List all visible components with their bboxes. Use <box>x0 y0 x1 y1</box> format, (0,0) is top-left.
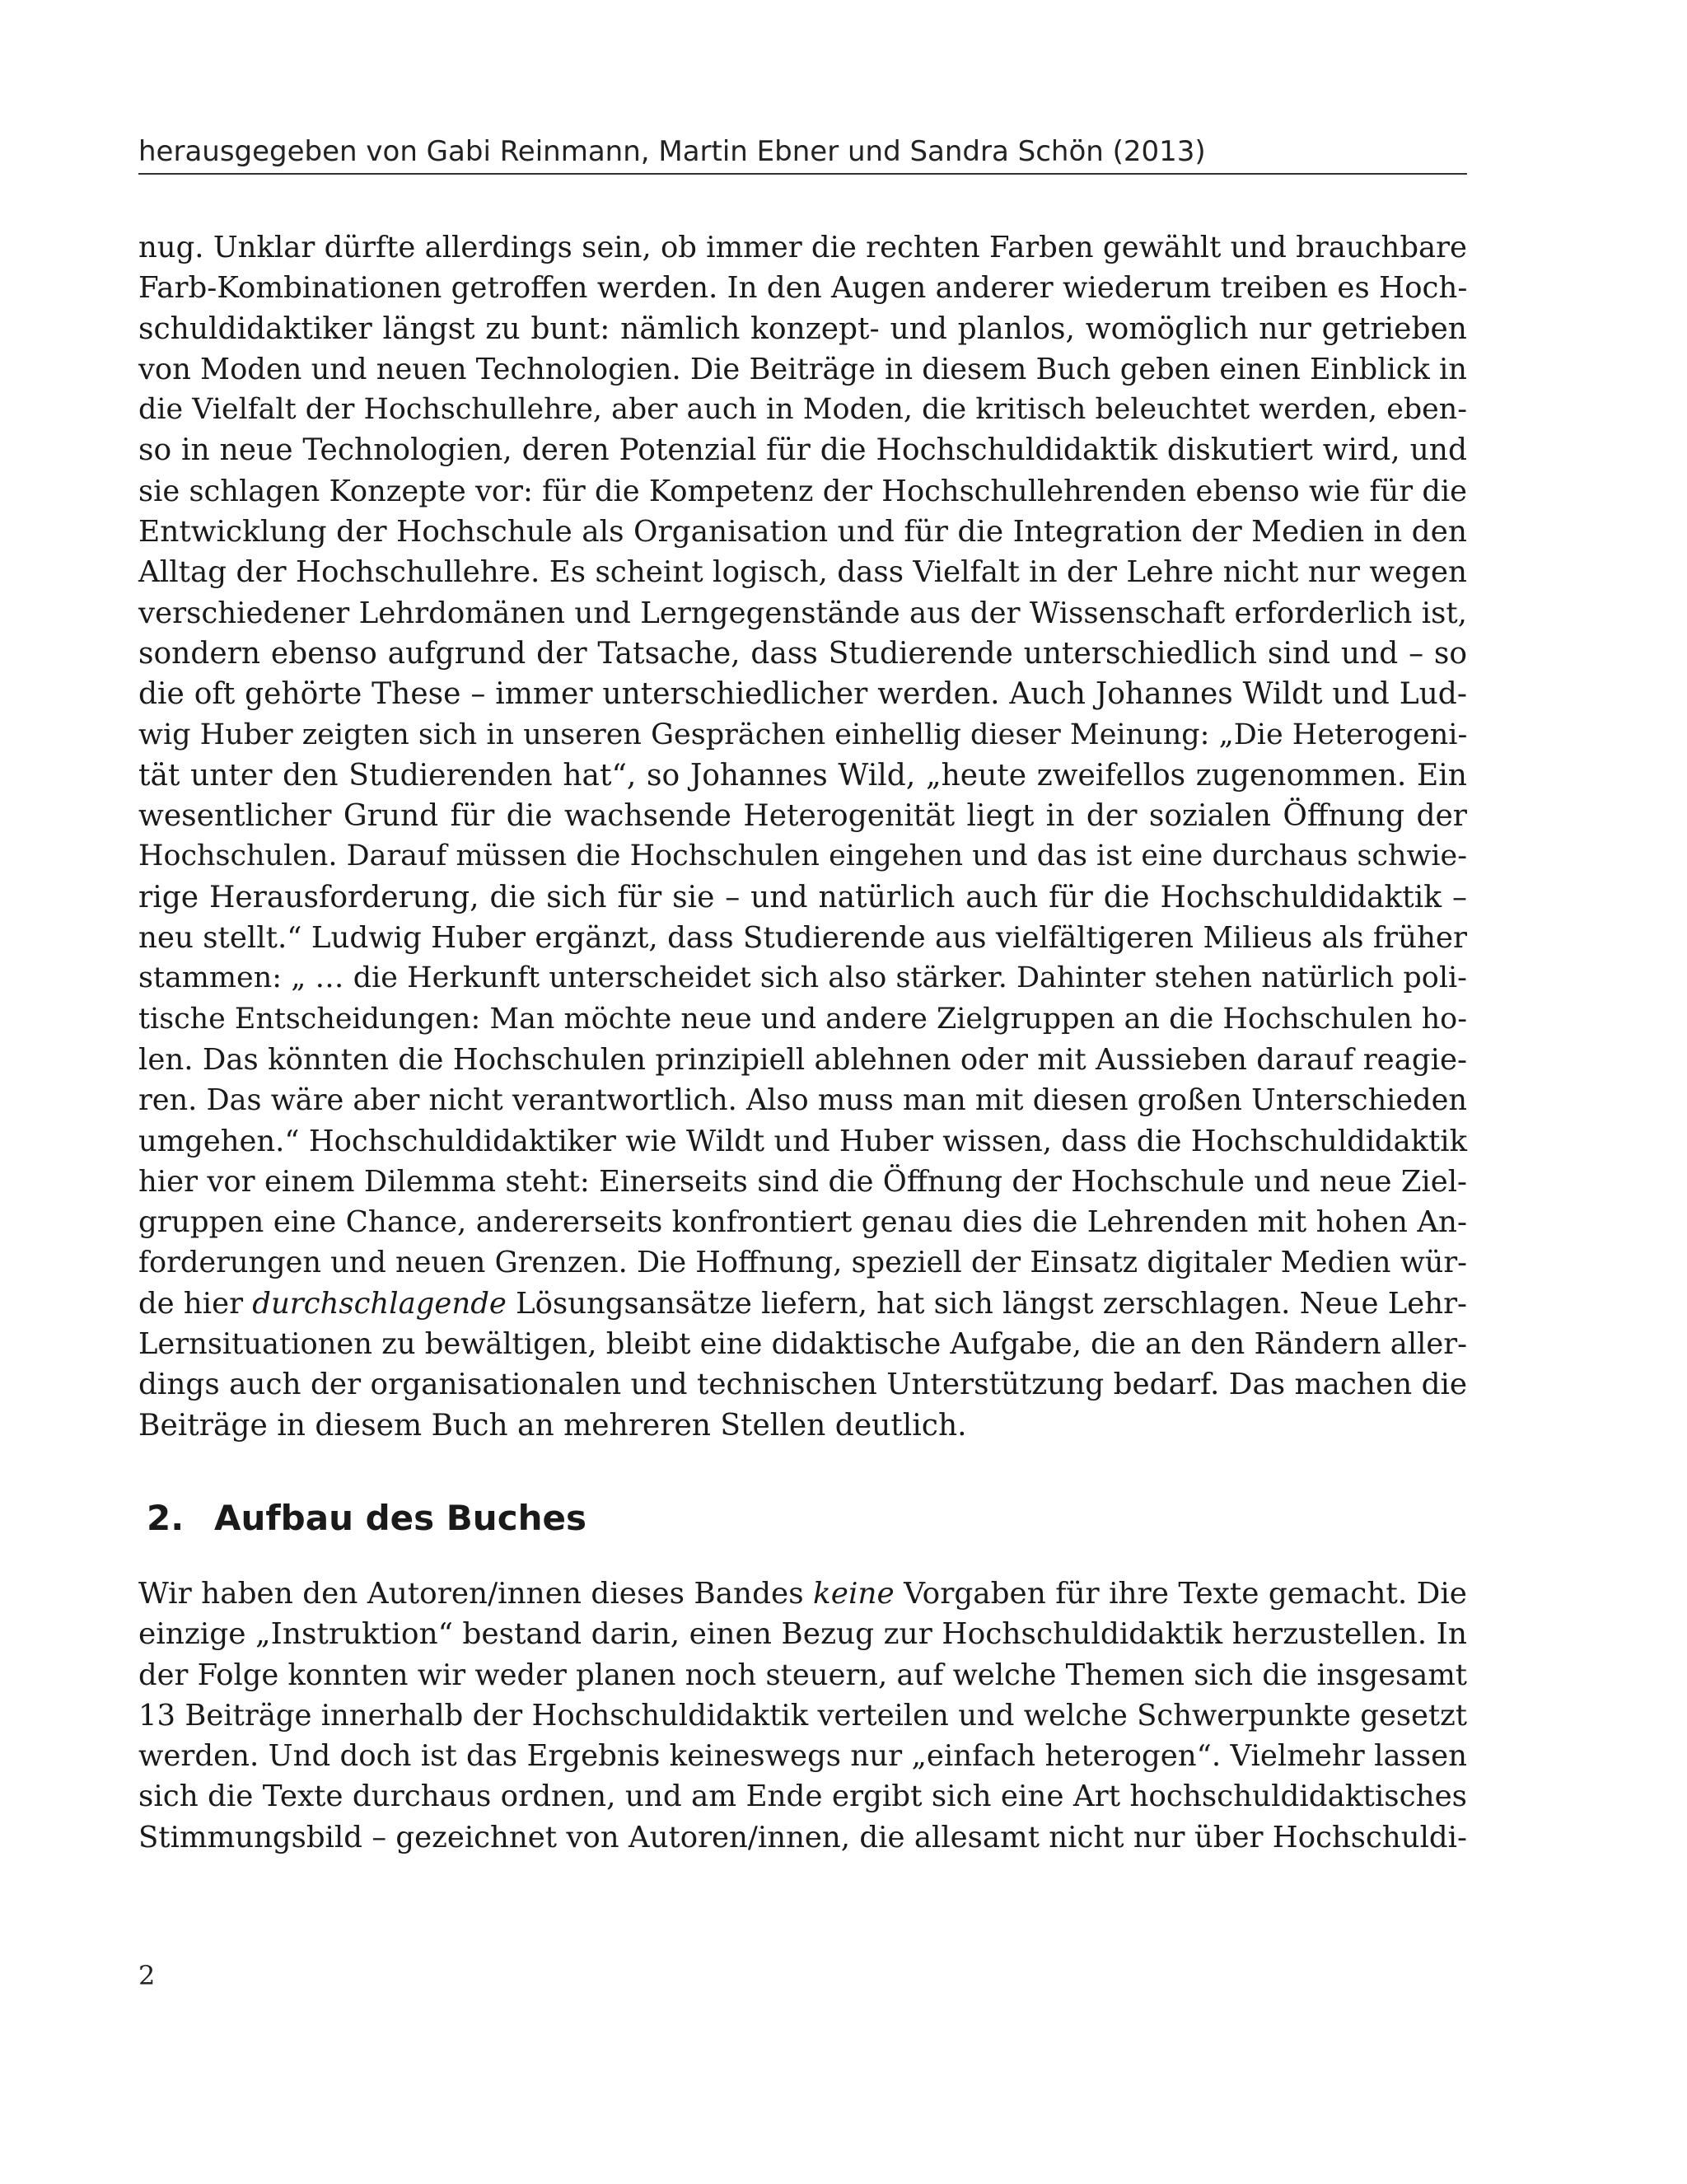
text-line: verschiedener Lehrdomänen und Lerngegenstände aus der Wissenschaft erforderlich ist, <box>138 596 1467 630</box>
text-line: werden. Und doch ist das Ergebnis keineswegs nur „einfach heterogen“. Vielmehr lassen <box>138 1739 1467 1774</box>
text-line: hier vor einem Dilemma steht: Einerseits sind die Öffnung der Hochschule und neue Ziel- <box>138 1164 1467 1199</box>
text-line: 13 Beiträge innerhalb der Hochschuldidaktik verteilen und welche Schwerpunkte gesetzt <box>138 1698 1467 1733</box>
text-line: die Vielfalt der Hochschullehre, aber auch in Moden, die kritisch beleuchtet werden, eben- <box>138 393 1467 427</box>
section-number: 2. <box>147 1498 185 1538</box>
running-header-title: herausgegeben von Gabi Reinmann, Martin Ebner und Sandra Schön (2013) <box>138 135 1206 168</box>
emphasis-text: keine <box>813 1577 895 1611</box>
text-line: gruppen eine Chance, andererseits konfrontiert genau dies die Lehrenden mit hohen An- <box>138 1205 1467 1240</box>
text-line: so in neue Technologien, deren Potenzial für die Hochschuldidaktik diskutiert wird, und <box>138 433 1467 468</box>
emphasis-text: durchschlagende <box>252 1286 507 1321</box>
text-line: rige Herausforderung, die sich für sie – und natürlich auch für die Hochschuldidaktik – <box>138 880 1467 914</box>
page-number: 2 <box>138 1960 156 1991</box>
text-line: forderungen und neuen Grenzen. Die Hoffnung, speziell der Einsatz digitaler Medien wür- <box>138 1246 1467 1280</box>
text-line: schuldidaktiker längst zu bunt: nämlich konzept- und planlos, womöglich nur getrieben <box>138 311 1467 346</box>
text-line: dings auch der organisationalen und technischen Unterstützung bedarf. Das machen die <box>138 1368 1468 1402</box>
text-line: sie schlagen Konzepte vor: für die Kompetenz der Hochschullehrenden ebenso wie für die <box>138 474 1467 508</box>
text-line: nug. Unklar dürfte allerdings sein, ob immer die rechten Farben gewählt und brauchbare <box>138 231 1467 264</box>
text-line: len. Das könnten die Hochschulen prinzipiell ablehnen oder mit Aussieben darauf reagie- <box>138 1042 1467 1077</box>
text-line: neu stellt.“ Ludwig Huber ergänzt, dass Studierende aus vielfältigeren Milieus als früher <box>138 921 1467 956</box>
text-line: tische Entscheidungen: Man möchte neue und andere Zielgruppen an die Hochschulen ho- <box>138 1002 1467 1036</box>
text-line: Wir haben den Autoren/innen dieses Bandes keine Vorgaben für ihre Texte gemacht. Die <box>138 1577 1467 1611</box>
text-line: Entwicklung der Hochschule als Organisation und für die Integration der Medien in den <box>138 515 1467 550</box>
text-line: Alltag der Hochschullehre. Es scheint logisch, dass Vielfalt in der Lehre nicht nur wegen <box>138 555 1467 590</box>
text-line: stammen: „ … die Herkunft unterscheidet sich also stärker. Dahinter stehen natürlich poli- <box>138 961 1467 995</box>
text-line: Farb-Kombinationen getroffen werden. In den Augen anderer wiederum treiben es Hoch- <box>138 271 1468 306</box>
body-paragraph-2 <box>138 1574 1467 1858</box>
running-header <box>138 132 1467 175</box>
text-line: Lernsituationen zu bewältigen, bleibt eine didaktische Aufgabe, die an den Rändern aller- <box>138 1327 1467 1362</box>
text-line: tät unter den Studierenden hat“, so Johannes Wild, „heute zweifellos zugenommen. Ein <box>138 758 1467 793</box>
text-line: wesentlicher Grund für die wachsende Heterogenität liegt in der sozialen Öffnung der <box>138 799 1467 834</box>
text-line: sondern ebenso aufgrund der Tatsache, dass Studierende unterschiedlich sind und – so <box>138 636 1467 671</box>
text-line: umgehen.“ Hochschuldidaktiker wie Wildt und Huber wissen, dass die Hochschuldidaktik <box>138 1124 1467 1158</box>
text-line: de hier durchschlagende Lösungsansätze liefern, hat sich längst zerschlagen. Neue Lehr- <box>138 1286 1467 1321</box>
text-line: von Moden und neuen Technologien. Die Beiträge in diesem Buch geben einen Einblick in <box>138 352 1467 386</box>
text-line: wig Huber zeigten sich in unseren Gesprächen einhellig dieser Meinung: „Die Heterogeni- <box>138 718 1468 751</box>
text-line: Beiträge in diesem Buch an mehreren Stellen deutlich. <box>138 1408 967 1443</box>
text-line: die oft gehörte These – immer unterschiedlicher werden. Auch Johannes Wildt und Lud- <box>138 677 1467 712</box>
section-title: Aufbau des Buches <box>214 1498 586 1538</box>
text-line: einzige „Instruktion“ bestand darin, einen Bezug zur Hochschuldidaktik herzustellen. In <box>138 1617 1467 1652</box>
body-paragraph-1 <box>138 227 1467 1446</box>
text-line: ren. Das wäre aber nicht verantwortlich. Also muss man mit diesen großen Unterschieden <box>138 1083 1467 1118</box>
text-line: Stimmungsbild – gezeichnet von Autoren/innen, die allesamt nicht nur über Hochschuldi- <box>138 1820 1467 1854</box>
text-line: sich die Texte durchaus ordnen, und am Ende ergibt sich eine Art hochschuldidaktisches <box>138 1779 1467 1814</box>
text-line: Hochschulen. Darauf müssen die Hochschulen eingehen und das ist eine durchaus schwie- <box>138 839 1467 873</box>
text-line: der Folge konnten wir weder planen noch steuern, auf welche Themen sich die insgesamt <box>138 1658 1467 1692</box>
section-heading <box>147 1495 586 1541</box>
